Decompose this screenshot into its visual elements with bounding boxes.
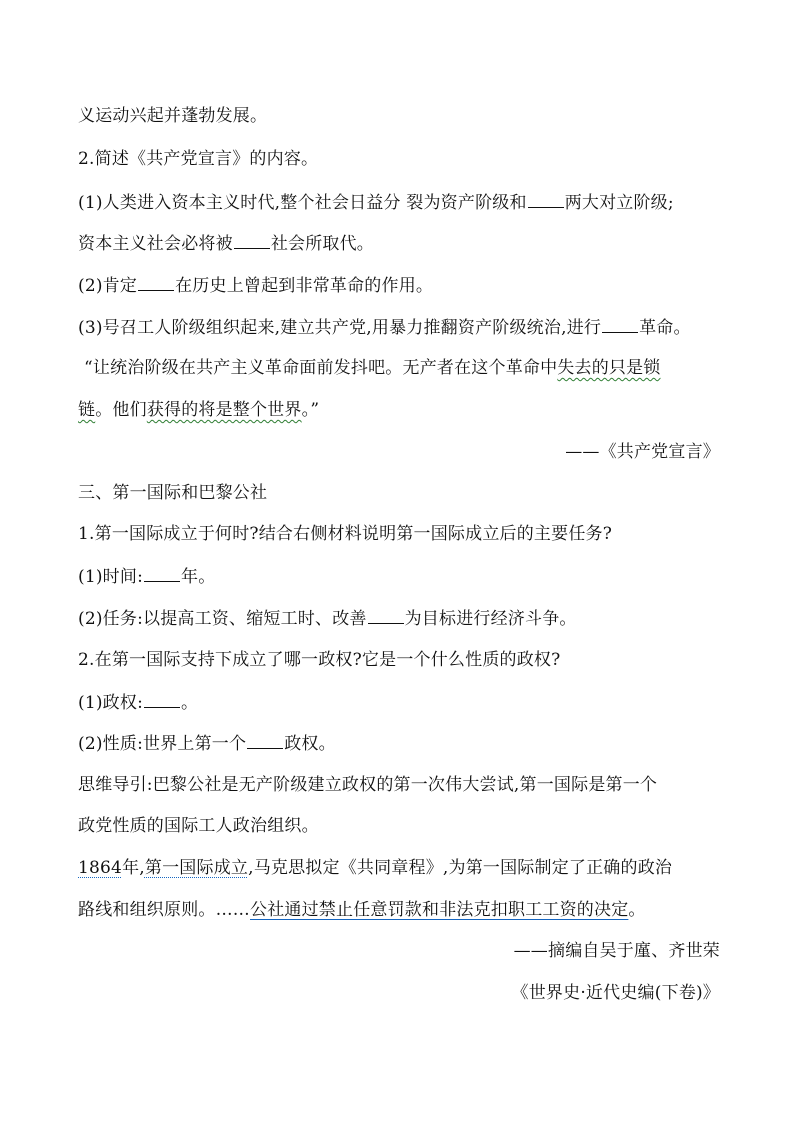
text-span: 思维导引:巴黎公社是无产阶级建立政权的第一次伟大尝试,第一国际是第一个 xyxy=(78,775,658,795)
text-span: (2)肯定 xyxy=(78,276,138,296)
text-span: (1)政权: xyxy=(78,693,144,713)
text-span: 。” xyxy=(301,400,320,420)
text-span: 年, xyxy=(122,858,145,878)
text-span: (2)性质:世界上第一个 xyxy=(78,734,247,754)
text-span: 2.在第一国际支持下成立了哪一政权?它是一个什么性质的政权? xyxy=(78,650,561,670)
answer-blank[interactable] xyxy=(368,606,404,624)
text-span: (2)任务:以提高工资、缩短工时、改善 xyxy=(78,609,367,629)
highlighted-text: 第一国际成立 xyxy=(144,858,249,878)
text-span: 年。 xyxy=(181,567,216,587)
material-line xyxy=(78,856,720,880)
text-span: (1)时间: xyxy=(78,567,144,587)
text-span: 社会所取代。 xyxy=(270,234,375,254)
text-span: 《世界史·近代史编(下卷)》 xyxy=(511,983,720,1003)
highlighted-text: 1864 xyxy=(78,858,123,878)
text-span: 。他们 xyxy=(95,400,147,420)
text-span: “让统治阶级在共产主义革命面前发抖吧。无产者在这个革命中 xyxy=(84,358,558,378)
text-span: 在历史上曾起到非常革命的作用。 xyxy=(175,276,434,296)
text-span: ——摘编自吴于廑、齐世荣 xyxy=(513,941,720,961)
section-heading xyxy=(78,481,720,505)
question-heading xyxy=(78,648,720,672)
answer-blank[interactable] xyxy=(528,190,564,208)
text-line xyxy=(78,231,720,256)
text-span: 1.第一国际成立于何时?结合右侧材料说明第一国际成立后的主要任务? xyxy=(78,524,613,544)
text-span: 两大对立阶级; xyxy=(564,193,674,213)
thinking-guide xyxy=(78,773,720,797)
highlighted-text: 获得的将是整个世界 xyxy=(146,400,302,420)
answer-blank[interactable] xyxy=(247,731,283,749)
text-span: 。 xyxy=(181,693,199,713)
text-span: 义运动兴起并蓬勃发展。 xyxy=(78,106,268,126)
text-span: 路线和组织原则。…… xyxy=(78,900,250,920)
thinking-guide xyxy=(78,814,720,838)
question-heading xyxy=(78,522,720,546)
answer-blank[interactable] xyxy=(602,315,638,333)
text-line xyxy=(78,190,720,215)
material-source xyxy=(78,981,720,1005)
material-source xyxy=(78,939,720,963)
quote-line xyxy=(84,356,726,380)
text-span: ,马克思拟定《共同章程》,为第一国际制定了正确的政治 xyxy=(248,858,673,878)
answer-blank[interactable] xyxy=(144,564,180,582)
text-span: 为目标进行经济斗争。 xyxy=(404,609,577,629)
answer-blank[interactable] xyxy=(138,273,174,291)
text-span: 革命。 xyxy=(639,318,691,338)
text-span: 。 xyxy=(628,900,646,920)
question-heading xyxy=(78,147,720,171)
text-line xyxy=(78,104,720,128)
material-line xyxy=(78,898,720,922)
text-span: (1)人类进入资本主义时代,整个社会日益分 裂为资产阶级和 xyxy=(78,193,527,213)
text-span: (3)号召工人阶级组织起来,建立共产党,用暴力推翻资产阶级统治,进行 xyxy=(78,318,602,338)
text-span: 政党性质的国际工人政治组织。 xyxy=(78,816,319,836)
text-span: 三、第一国际和巴黎公社 xyxy=(78,483,268,503)
answer-blank[interactable] xyxy=(144,690,180,708)
answer-blank[interactable] xyxy=(234,231,270,249)
text-span: 资本主义社会必将被 xyxy=(78,234,233,254)
highlighted-text: 公社通过禁止任意罚款和非法克扣职工工资的决定 xyxy=(250,900,629,920)
highlighted-text: 失去的只是锁 xyxy=(557,358,661,378)
text-line xyxy=(78,273,720,298)
text-line xyxy=(78,690,720,715)
quote-line xyxy=(78,398,720,422)
text-span: 2.简述《共产党宣言》的内容。 xyxy=(78,149,319,169)
text-span: ——《共产党宣言》 xyxy=(565,442,720,462)
text-line xyxy=(78,564,720,589)
highlighted-text: 链 xyxy=(78,400,96,420)
quote-source xyxy=(78,440,720,464)
text-line xyxy=(78,731,720,756)
text-span: 政权。 xyxy=(284,734,336,754)
text-line xyxy=(78,315,720,340)
text-line xyxy=(78,606,720,631)
